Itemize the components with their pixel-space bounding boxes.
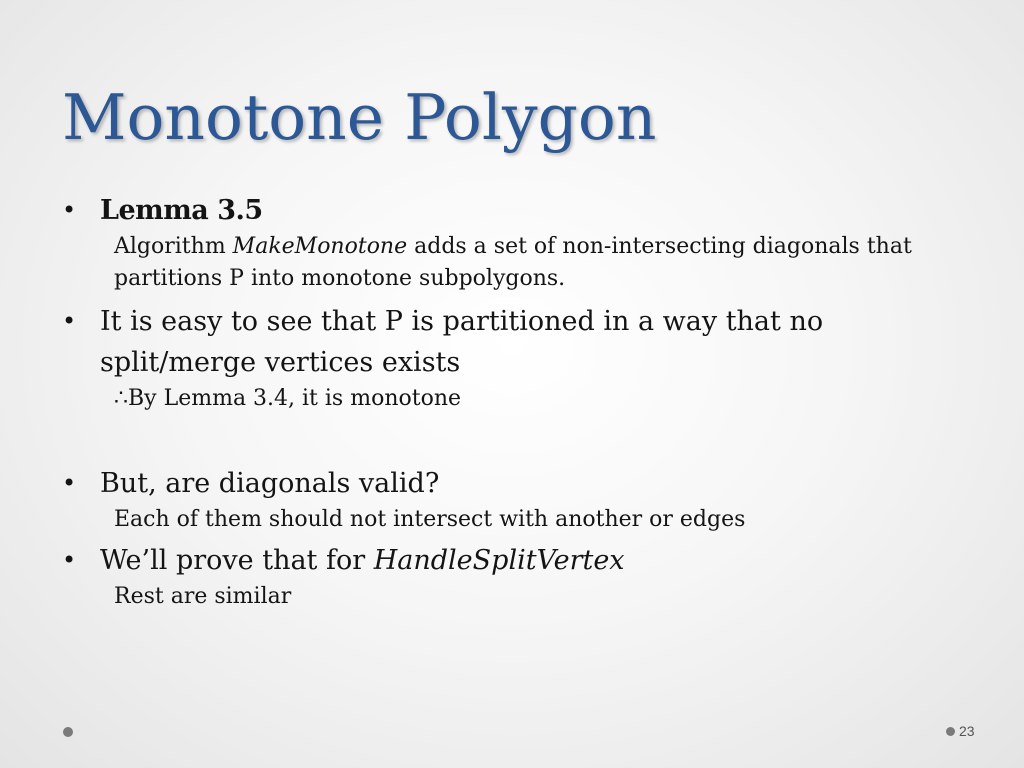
- bullet-item-diagonals: [60, 463, 940, 504]
- sub-text-prefix: Algorithm: [114, 234, 233, 259]
- sub-item-rest: Rest are similar: [114, 584, 292, 609]
- bullet-text: But, are diagonals valid?: [100, 468, 440, 499]
- footer-dot-icon: [63, 727, 73, 737]
- sub-text-suffix: adds a set of non-intersecting diagonals that partitions P into monotone subpolygons.: [114, 234, 912, 291]
- bullet-item-lemma: [60, 190, 940, 231]
- handler-name: HandleSplitVertex: [373, 545, 625, 576]
- sub-item-monotone: ∴By Lemma 3.4, it is monotone: [114, 386, 462, 411]
- bullet-text: [100, 545, 625, 576]
- bullet-icon: •: [62, 307, 77, 335]
- slide-title: Monotone Polygon: [62, 81, 657, 154]
- bullet-icon: •: [62, 546, 77, 574]
- bullet-icon: •: [62, 469, 77, 497]
- page-number: 23: [959, 723, 975, 739]
- bullet-text: Lemma 3.5: [100, 195, 263, 226]
- bullet-text: It is easy to see that P is partitioned in a way that no split/merge vertices exists: [100, 306, 824, 378]
- bullet-text-prefix: We’ll prove that for: [100, 545, 374, 576]
- algorithm-name: MakeMonotone: [232, 234, 408, 259]
- slide-body: [60, 190, 940, 613]
- bullet-item-partition: [60, 301, 940, 383]
- footer-dot-icon: [946, 727, 955, 736]
- sub-item-lemma-statement: [60, 231, 940, 295]
- bullet-icon: •: [62, 196, 77, 224]
- sub-item-intersect: Each of them should not intersect with another or edges: [114, 507, 746, 532]
- bullet-item-prove: [60, 540, 940, 581]
